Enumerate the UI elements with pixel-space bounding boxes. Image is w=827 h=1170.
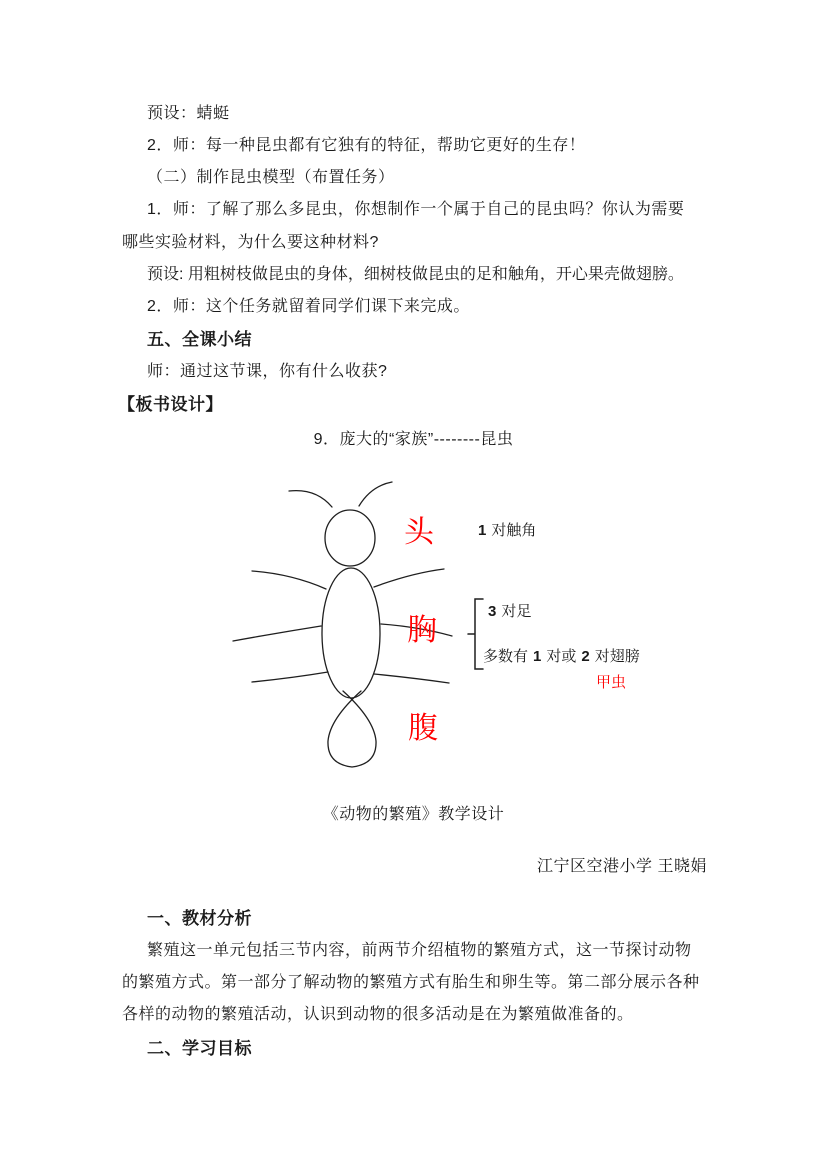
- antenna-right-line: [359, 482, 392, 506]
- antennae-count: 1: [478, 522, 487, 539]
- insect-diagram: [220, 468, 500, 790]
- section-heading-material-analysis: 一、教材分析: [147, 909, 252, 928]
- antenna-left-line: [289, 491, 332, 507]
- leg-bottom-left-line: [252, 672, 328, 682]
- section-heading-summary: 五、全课小结: [147, 330, 252, 349]
- beetle-label: 甲虫: [596, 674, 627, 691]
- section-heading-learning-goals: 二、学习目标: [147, 1039, 252, 1058]
- paragraph-line: 预设：蜻蜓: [147, 105, 230, 122]
- section-heading-board-design: 【板书设计】: [118, 395, 223, 414]
- thorax-shape: [322, 568, 380, 698]
- legs-count: 3: [488, 603, 497, 620]
- lesson-title: 《动物的繁殖》教学设计: [322, 806, 505, 823]
- leg-bottom-right-line: [374, 674, 449, 683]
- abdomen-label: 腹: [408, 712, 438, 745]
- leg-top-right-line: [374, 569, 444, 587]
- bracket: [468, 599, 483, 669]
- thorax-label: 胸: [407, 614, 437, 647]
- author-line: 江宁区空港小学 王晓娟: [537, 858, 707, 875]
- paragraph-line: （二）制作昆虫模型（布置任务）: [147, 169, 395, 186]
- paragraph-line: 哪些实验材料，为什么要这种材料?: [122, 234, 379, 251]
- leg-top-left-line: [252, 571, 326, 589]
- paragraph-line: 的繁殖方式。第一部分了解动物的繁殖方式有胎生和卵生等。第二部分展示各种: [122, 974, 700, 991]
- paragraph-line: 师：通过这节课，你有什么收获?: [147, 363, 388, 380]
- paragraph-line: 各样的动物的繁殖活动，认识到动物的很多活动是在为繁殖做准备的。: [122, 1006, 634, 1023]
- antennae-label: 1 对触角: [478, 522, 537, 539]
- board-title: 9．庞大的“家族”--------昆虫: [313, 431, 514, 448]
- abdomen-shape: [328, 691, 376, 767]
- paragraph-line: 繁殖这一单元包括三节内容，前两节介绍植物的繁殖方式，这一节探讨动物: [147, 942, 692, 959]
- head-label: 头: [404, 516, 434, 549]
- legs-label: 3 对足: [488, 603, 532, 620]
- wings-label: 多数有 1 对或 2 对翅膀: [483, 648, 640, 665]
- head-shape: [325, 510, 375, 566]
- leg-middle-left-line: [233, 626, 321, 641]
- paragraph-line: 2．师：这个任务就留着同学们课下来完成。: [147, 298, 470, 315]
- paragraph-line: 1．师：了解了那么多昆虫，你想制作一个属于自己的昆虫吗？你认为需要: [147, 201, 685, 218]
- paragraph-line: 预设: 用粗树枝做昆虫的身体，细树枝做昆虫的足和触角，开心果壳做翅膀。: [147, 266, 684, 283]
- paragraph-line: 2．师：每一种昆虫都有它独有的特征，帮助它更好的生存！: [147, 137, 586, 154]
